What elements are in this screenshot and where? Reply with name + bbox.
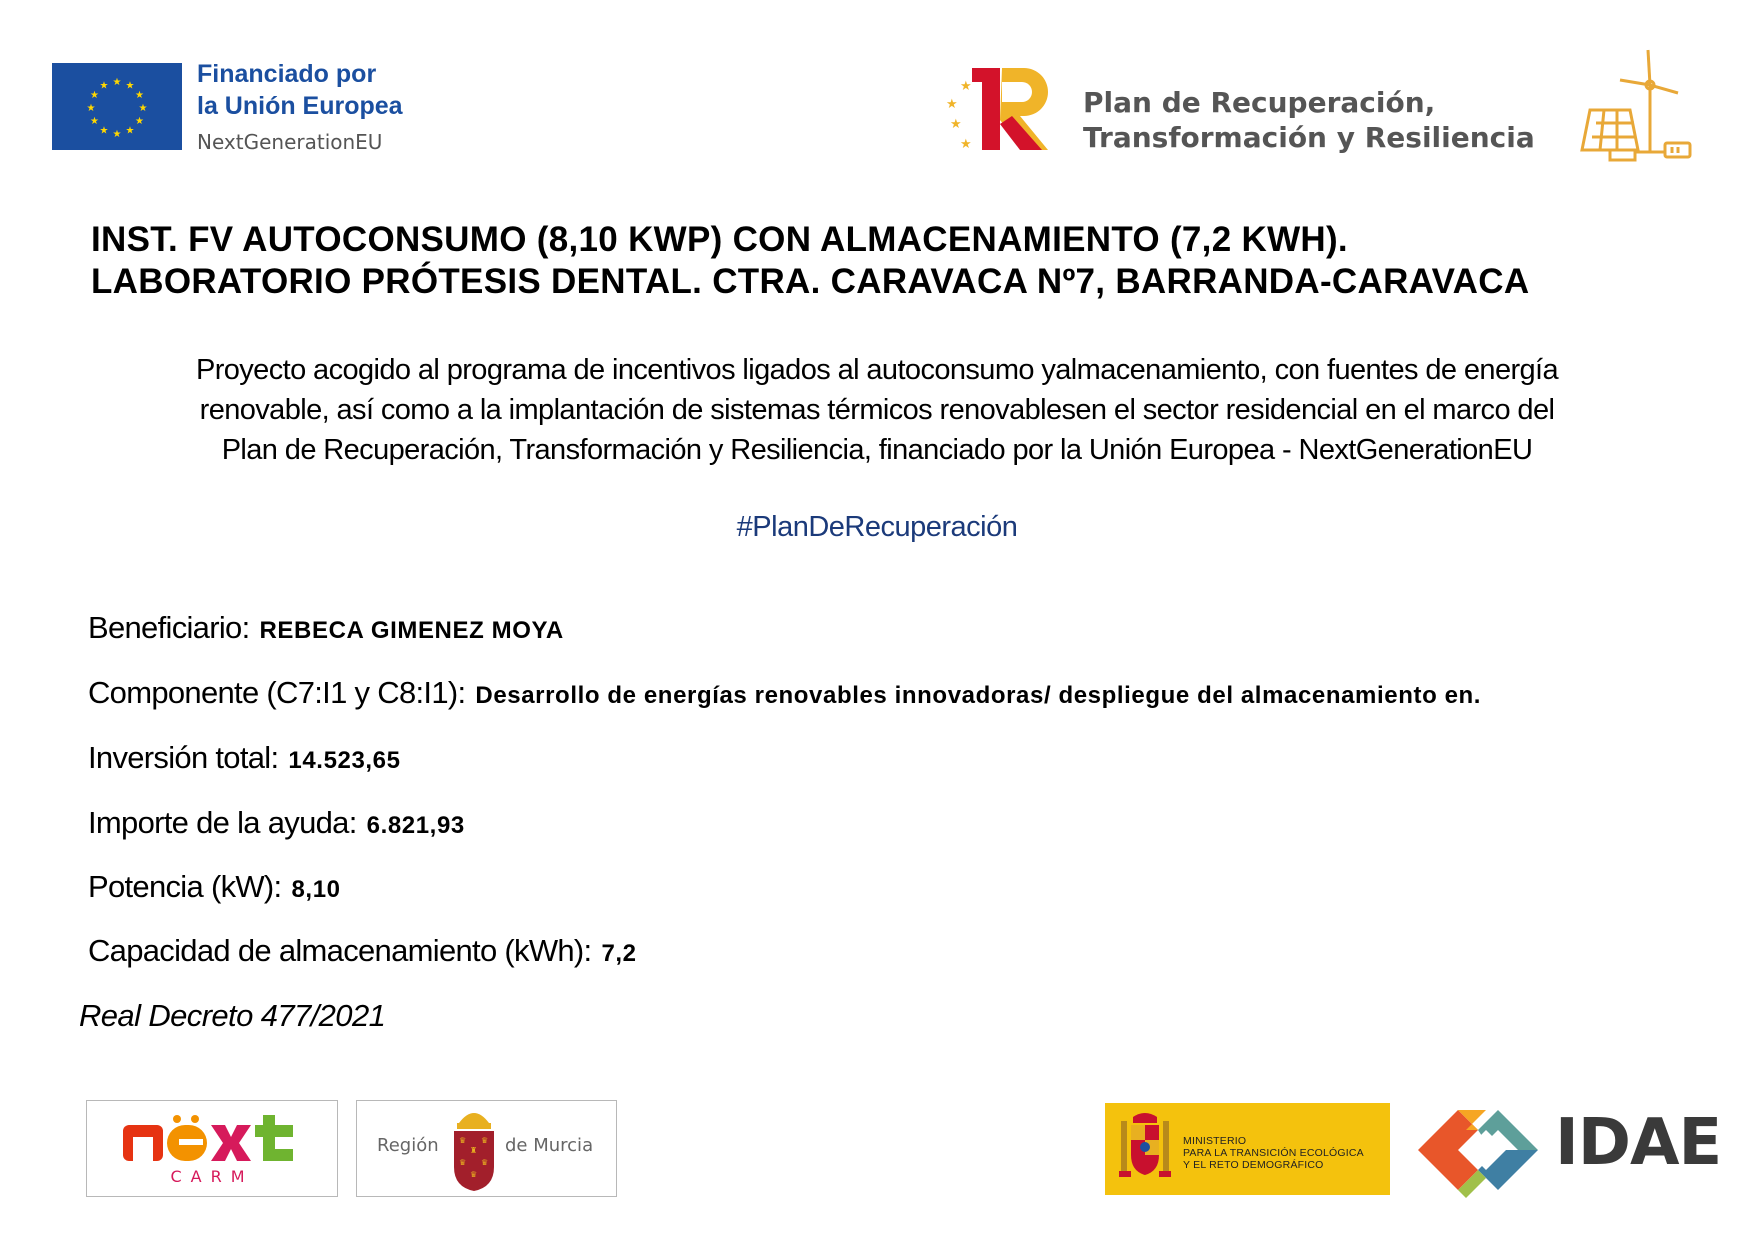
field-value: REBECA GIMENEZ MOYA: [259, 617, 564, 644]
field-value: 8,10: [291, 876, 341, 903]
field-importe-ayuda: [88, 805, 465, 841]
next-sub: CARM: [170, 1167, 254, 1186]
ministerio-line2: PARA LA TRANSICIÓN ECOLÓGICA: [1183, 1147, 1364, 1159]
eu-logo-line3: NextGenerationEU: [197, 130, 383, 154]
eu-logo-line2: la Unión Europea: [197, 92, 403, 120]
next-carm-logo: [86, 1100, 338, 1197]
program-description: [80, 350, 1674, 470]
field-label: Importe de la ayuda:: [88, 805, 357, 840]
svg-text:★: ★: [125, 125, 135, 137]
svg-text:★: ★: [135, 116, 144, 127]
svg-text:★: ★: [950, 117, 962, 132]
description-line1: Proyecto acogido al programa de incentivos ligados al autoconsumo yalmacenamiento, con fuentes de energía: [195, 354, 1559, 386]
murcia-right-text: de Murcia: [505, 1135, 594, 1156]
svg-text:★: ★: [138, 103, 148, 114]
svg-text:★: ★: [86, 103, 96, 114]
field-capacidad-almacenamiento: [88, 933, 637, 969]
svg-text:★: ★: [90, 90, 99, 101]
svg-text:★: ★: [135, 90, 144, 101]
field-label: Beneficiario:: [88, 610, 250, 645]
field-label: Potencia (kW):: [88, 869, 282, 904]
field-label: Capacidad de almacenamiento (kWh):: [88, 933, 592, 968]
svg-text:★: ★: [99, 125, 109, 137]
project-title-line1: INST. FV AUTOCONSUMO (8,10 KWP) CON ALMACENAMIENTO (7,2 KWH).: [91, 220, 1348, 259]
svg-text:♛: ♛: [470, 1170, 478, 1179]
prtr-logo: [940, 55, 1560, 165]
next-word: [123, 1115, 303, 1170]
field-potencia: [88, 869, 341, 905]
prtr-logo-line2: Transformación y Resiliencia: [1083, 121, 1535, 154]
idae-emblem-icon: [1418, 1100, 1553, 1205]
wind-solar-icon: [1580, 45, 1700, 170]
decree-reference: Real Decreto 477/2021: [79, 998, 386, 1033]
murcia-left-text: Región: [377, 1135, 439, 1156]
field-value: 6.821,93: [366, 812, 465, 839]
description-line3: Plan de Recuperación, Transformación y Resiliencia, financiado por la Unión Europea - NextGenerationEU: [221, 434, 1533, 466]
prtr-mark-icon: [940, 60, 1055, 160]
svg-text:♛: ♛: [459, 1158, 467, 1167]
ministerio-logo: [1105, 1103, 1390, 1195]
hashtag: #PlanDeRecuperación: [736, 511, 1018, 543]
svg-text:★: ★: [112, 129, 122, 140]
field-label: Inversión total:: [88, 740, 279, 775]
spain-coat-of-arms-icon: [1117, 1111, 1173, 1192]
svg-text:★: ★: [946, 97, 958, 112]
field-inversion-total: [88, 740, 401, 776]
svg-text:★: ★: [112, 77, 122, 88]
field-beneficiario: [88, 610, 564, 646]
ministerio-line1: MINISTERIO: [1183, 1135, 1247, 1147]
svg-text:♛: ♛: [459, 1136, 467, 1145]
svg-text:★: ★: [125, 80, 135, 92]
svg-text:★: ★: [960, 79, 972, 94]
svg-text:★: ★: [99, 80, 109, 92]
eu-flag-icon: [52, 63, 182, 150]
svg-text:♛: ♛: [481, 1136, 489, 1145]
idae-text: IDAE: [1555, 1106, 1722, 1180]
ministerio-line3: Y EL RETO DEMOGRÁFICO: [1183, 1159, 1324, 1171]
svg-text:★: ★: [960, 137, 972, 152]
field-value: Desarrollo de energías renovables innovadoras/ despliegue del almacenamiento en.: [475, 682, 1482, 709]
field-value: 14.523,65: [288, 747, 401, 774]
prtr-logo-line1: Plan de Recuperación,: [1083, 86, 1436, 119]
svg-text:★: ★: [90, 116, 99, 127]
field-label: Componente (C7:I1 y C8:I1):: [88, 675, 466, 710]
eu-logo: [52, 58, 432, 158]
field-componente: [88, 675, 1481, 711]
eu-logo-line1: Financiado por: [197, 60, 377, 88]
svg-text:♜: ♜: [470, 1146, 478, 1155]
region-murcia-logo: [356, 1100, 617, 1197]
description-line2: renovable, así como a la implantación de sistemas térmicos renovablesen el sector residencial en el marco del: [199, 394, 1555, 426]
project-title-line2: LABORATORIO PRÓTESIS DENTAL. CTRA. CARAVACA Nº7, BARRANDA-CARAVACA: [91, 262, 1530, 301]
field-value: 7,2: [601, 940, 637, 967]
svg-text:♛: ♛: [481, 1158, 489, 1167]
murcia-shield-icon: [449, 1105, 499, 1196]
